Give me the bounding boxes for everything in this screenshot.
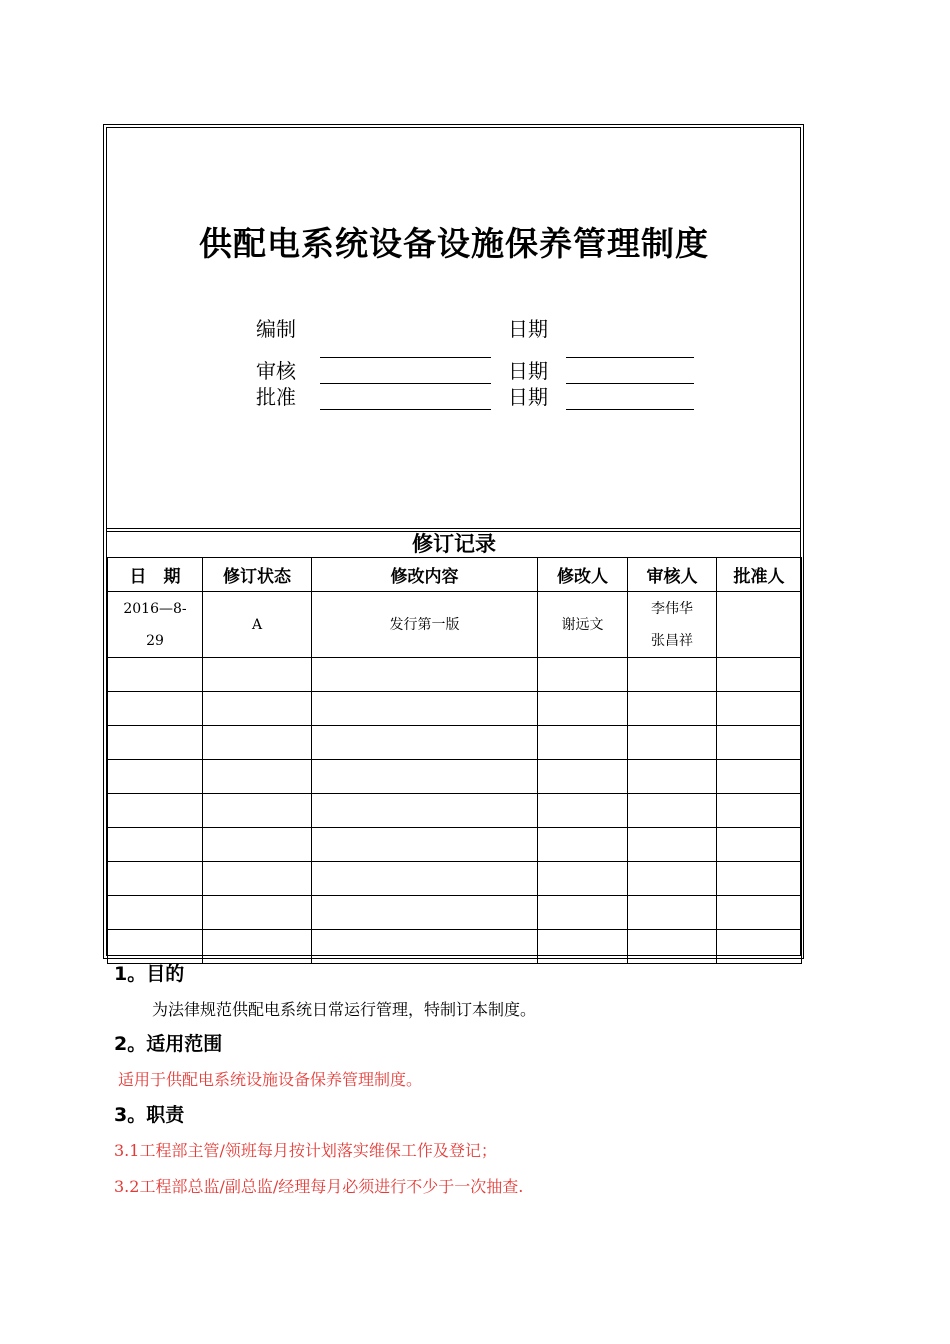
cell-date <box>108 794 203 828</box>
cell-reviewer <box>628 692 717 726</box>
date-line-2: 29 <box>146 632 164 649</box>
revision-table <box>107 557 802 964</box>
cell-modifier <box>538 828 628 862</box>
col-modifier: 修改人 <box>538 558 628 592</box>
revision-record-heading: 修订记录 <box>412 532 496 556</box>
review-label: 审核 <box>256 359 296 383</box>
cell-content <box>312 760 538 794</box>
cell-approver <box>717 760 802 794</box>
cell-status <box>203 692 312 726</box>
cell-content <box>312 794 538 828</box>
cell-date <box>108 658 203 692</box>
section-1-heading: 1。目的 <box>114 963 185 985</box>
col-status: 修订状态 <box>203 558 312 592</box>
col-content: 修改内容 <box>312 558 538 592</box>
cell-approver <box>717 592 802 658</box>
approve-date-line <box>566 409 694 410</box>
cell-content <box>312 726 538 760</box>
cell-reviewer <box>628 760 717 794</box>
section-3-item-1: 3.1工程部主管/领班每月按计划落实维保工作及登记； <box>114 1141 497 1160</box>
col-reviewer: 审核人 <box>628 558 717 592</box>
section-2-text: 适用于供配电系统设施设备保养管理制度。 <box>118 1070 423 1089</box>
table-row <box>108 828 802 862</box>
cell-reviewer <box>628 592 717 658</box>
cell-content: 发行第一版 <box>312 592 538 658</box>
compile-label: 编制 <box>256 317 296 341</box>
section-1-text: 为法律规范供配电系统日常运行管理，特制订本制度。 <box>152 1000 537 1019</box>
approve-label: 批准 <box>256 385 296 409</box>
compile-date-label: 日期 <box>508 317 548 341</box>
cell-date <box>108 930 203 964</box>
cell-status <box>203 828 312 862</box>
review-signature-underline <box>320 383 491 384</box>
cell-date <box>108 760 203 794</box>
table-row <box>108 862 802 896</box>
review-date-line <box>566 357 694 358</box>
cell-status <box>203 658 312 692</box>
cell-reviewer <box>628 726 717 760</box>
table-row <box>108 896 802 930</box>
cell-date <box>108 592 203 658</box>
cell-content <box>312 692 538 726</box>
cell-reviewer <box>628 794 717 828</box>
cell-approver <box>717 862 802 896</box>
cell-date <box>108 726 203 760</box>
section-3-item-2: 3.2工程部总监/副总监/经理每月必须进行不少于一次抽查. <box>114 1177 524 1196</box>
cell-modifier <box>538 760 628 794</box>
cell-modifier <box>538 726 628 760</box>
approve-date-label: 日期 <box>508 385 548 409</box>
col-date: 日 期 <box>108 558 203 592</box>
cell-approver <box>717 794 802 828</box>
cell-modifier <box>538 794 628 828</box>
approve-signature-line <box>320 409 491 410</box>
cell-reviewer <box>628 862 717 896</box>
cell-approver <box>717 930 802 964</box>
cell-reviewer <box>628 930 717 964</box>
cell-approver <box>717 828 802 862</box>
section-3-heading: 3。职责 <box>114 1104 185 1126</box>
cell-status <box>203 760 312 794</box>
cell-content <box>312 828 538 862</box>
cell-modifier <box>538 930 628 964</box>
table-row <box>108 592 802 658</box>
cell-status <box>203 930 312 964</box>
reviewer-line-2: 张昌祥 <box>651 632 693 649</box>
cell-approver <box>717 896 802 930</box>
cell-status <box>203 794 312 828</box>
table-row <box>108 658 802 692</box>
cell-modifier <box>538 658 628 692</box>
cell-content <box>312 896 538 930</box>
col-approver: 批准人 <box>717 558 802 592</box>
cell-approver <box>717 726 802 760</box>
section-2-heading: 2。适用范围 <box>114 1033 223 1055</box>
cell-content <box>312 658 538 692</box>
cell-modifier <box>538 862 628 896</box>
date-line-1: 2016—8- <box>123 600 187 617</box>
cell-content <box>312 930 538 964</box>
cell-date <box>108 828 203 862</box>
table-row <box>108 930 802 964</box>
cell-modifier <box>538 692 628 726</box>
review-signature-line <box>320 357 491 358</box>
revision-header-row <box>108 558 802 592</box>
cell-approver <box>717 692 802 726</box>
table-row <box>108 692 802 726</box>
cell-reviewer <box>628 896 717 930</box>
table-row <box>108 726 802 760</box>
cell-status <box>203 896 312 930</box>
table-row <box>108 794 802 828</box>
reviewer-line-1: 李伟华 <box>651 600 693 617</box>
cell-modifier <box>538 896 628 930</box>
cell-status <box>203 862 312 896</box>
cell-status <box>203 726 312 760</box>
cell-reviewer <box>628 658 717 692</box>
cell-date <box>108 862 203 896</box>
cell-reviewer <box>628 828 717 862</box>
review-date-underline <box>566 383 694 384</box>
cell-content <box>312 862 538 896</box>
document-title: 供配电系统设备设施保养管理制度 <box>199 224 709 263</box>
section-divider <box>107 528 800 529</box>
cell-modifier: 谢远文 <box>538 592 628 658</box>
review-date-label: 日期 <box>508 359 548 383</box>
cell-status: A <box>203 592 312 658</box>
cell-date <box>108 896 203 930</box>
table-row <box>108 760 802 794</box>
cell-approver <box>717 658 802 692</box>
cell-date <box>108 692 203 726</box>
